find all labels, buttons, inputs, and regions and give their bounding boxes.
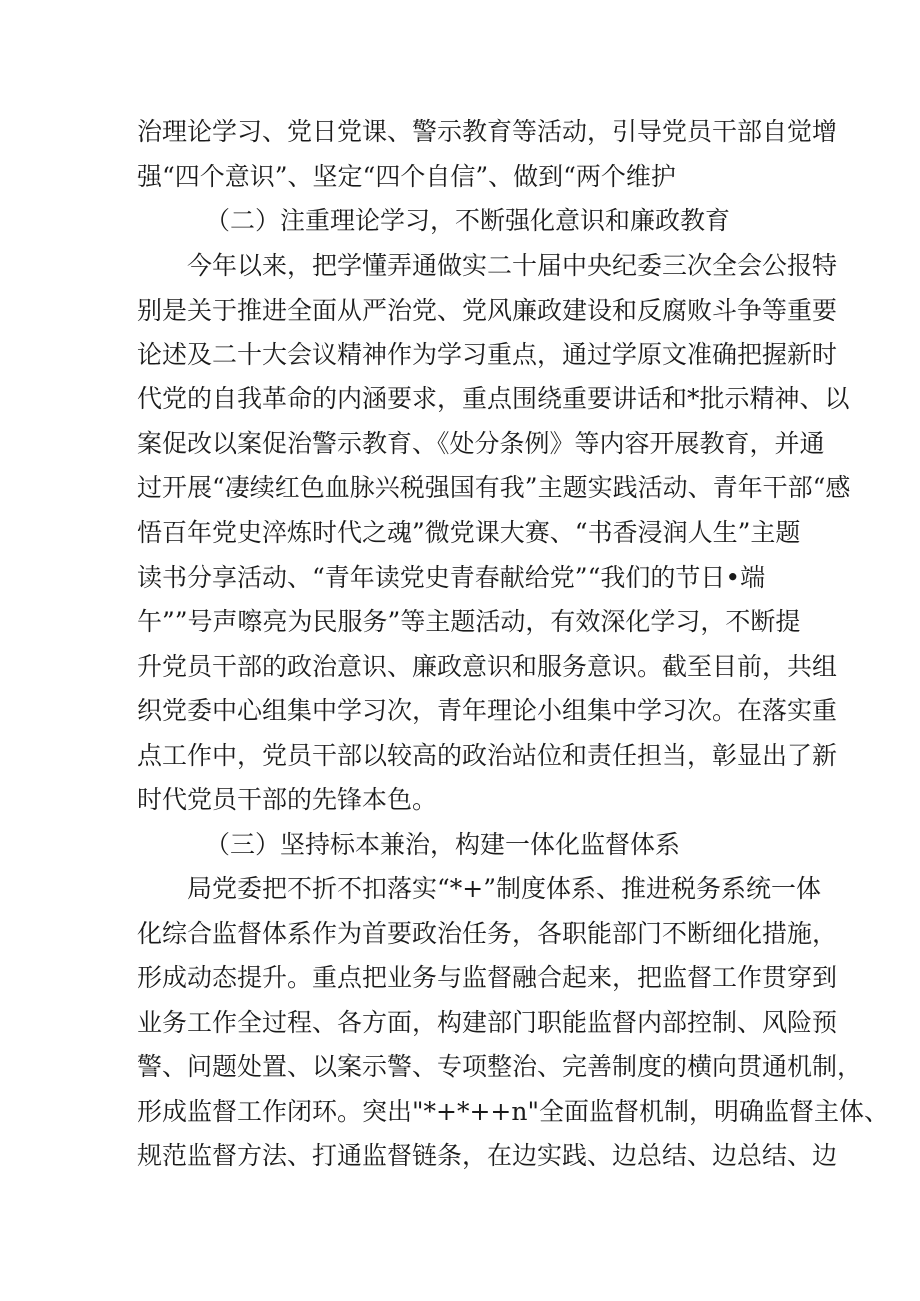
body-text-line: 午””号声嚓亮为民服务”等主题活动，有效深化学习，不断提 bbox=[137, 607, 801, 636]
body-text-line: 悟百年党史淬炼时代之魂”微党课大赛、“书香浸润人生”主题 bbox=[137, 518, 801, 547]
body-text-line: 强“四个意识”、坚定“四个自信”、做到“两个维护 bbox=[137, 162, 676, 191]
section-heading-3: （三）坚持标本兼治，构建一体化监督体系 bbox=[205, 830, 681, 859]
body-text-line: 规范监督方法、打通监督链条，在边实践、边总结、边总结、边 bbox=[137, 1141, 838, 1170]
body-text-line: 代党的自我革命的内涵要求，重点围绕重要讲话和*批示精神、以 bbox=[137, 384, 850, 413]
paragraph-start: 今年以来，把学懂弄通做实二十届中央纪委三次全会公报特 bbox=[187, 251, 838, 280]
body-text-line: 读书分享活动、“青年读党史青春献给党”“我们的节日•端 bbox=[137, 563, 766, 592]
body-text-line: 治理论学习、党日党课、警示教育等活动，引导党员干部自觉增 bbox=[137, 117, 838, 146]
body-text-line: 形成动态提升。重点把业务与监督融合起来，把监督工作贯穿到 bbox=[137, 963, 838, 992]
body-text-line: 案促改以案促治警示教育、《处分条例》等内容开展教育，并通 bbox=[137, 429, 825, 458]
paragraph-start: 局党委把不折不扣落实“*+”制度体系、推进税务系统一体 bbox=[187, 874, 822, 903]
body-text-line: 升党员干部的政治意识、廉政意识和服务意识。截至目前，共组 bbox=[137, 652, 838, 681]
body-text-line: 织党委中心组集中学习次，青年理论小组集中学习次。在落实重 bbox=[137, 696, 838, 725]
body-text-line: 形成监督工作闭环。突出"*+*++n"全面监督机制，明确监督主体、 bbox=[137, 1097, 889, 1126]
body-text-line: 时代党员干部的先锋本色。 bbox=[137, 785, 438, 814]
body-text-line: 论述及二十大会议精神作为学习重点，通过学原文准确把握新时 bbox=[137, 340, 838, 369]
body-text-line: 业务工作全过程、各方面，构建部门职能监督内部控制、风险预 bbox=[137, 1008, 838, 1037]
body-text-line: 警、问题处置、以案示警、专项整治、完善制度的横向贯通机制， bbox=[137, 1052, 863, 1081]
body-text-line: 点工作中，党员干部以较高的政治站位和责任担当，彰显出了新 bbox=[137, 741, 838, 770]
body-text-line: 别是关于推进全面从严治党、党风廉政建设和反腐败斗争等重要 bbox=[137, 296, 838, 325]
section-heading-2: （二）注重理论学习，不断强化意识和廉政教育 bbox=[205, 206, 731, 235]
body-text-line: 化综合监督体系作为首要政治任务，各职能部门不断细化措施， bbox=[137, 919, 838, 948]
body-text-line: 过开展“凄续红色血脉兴税强国有我”主题实践活动、青年干部“感 bbox=[137, 473, 851, 502]
